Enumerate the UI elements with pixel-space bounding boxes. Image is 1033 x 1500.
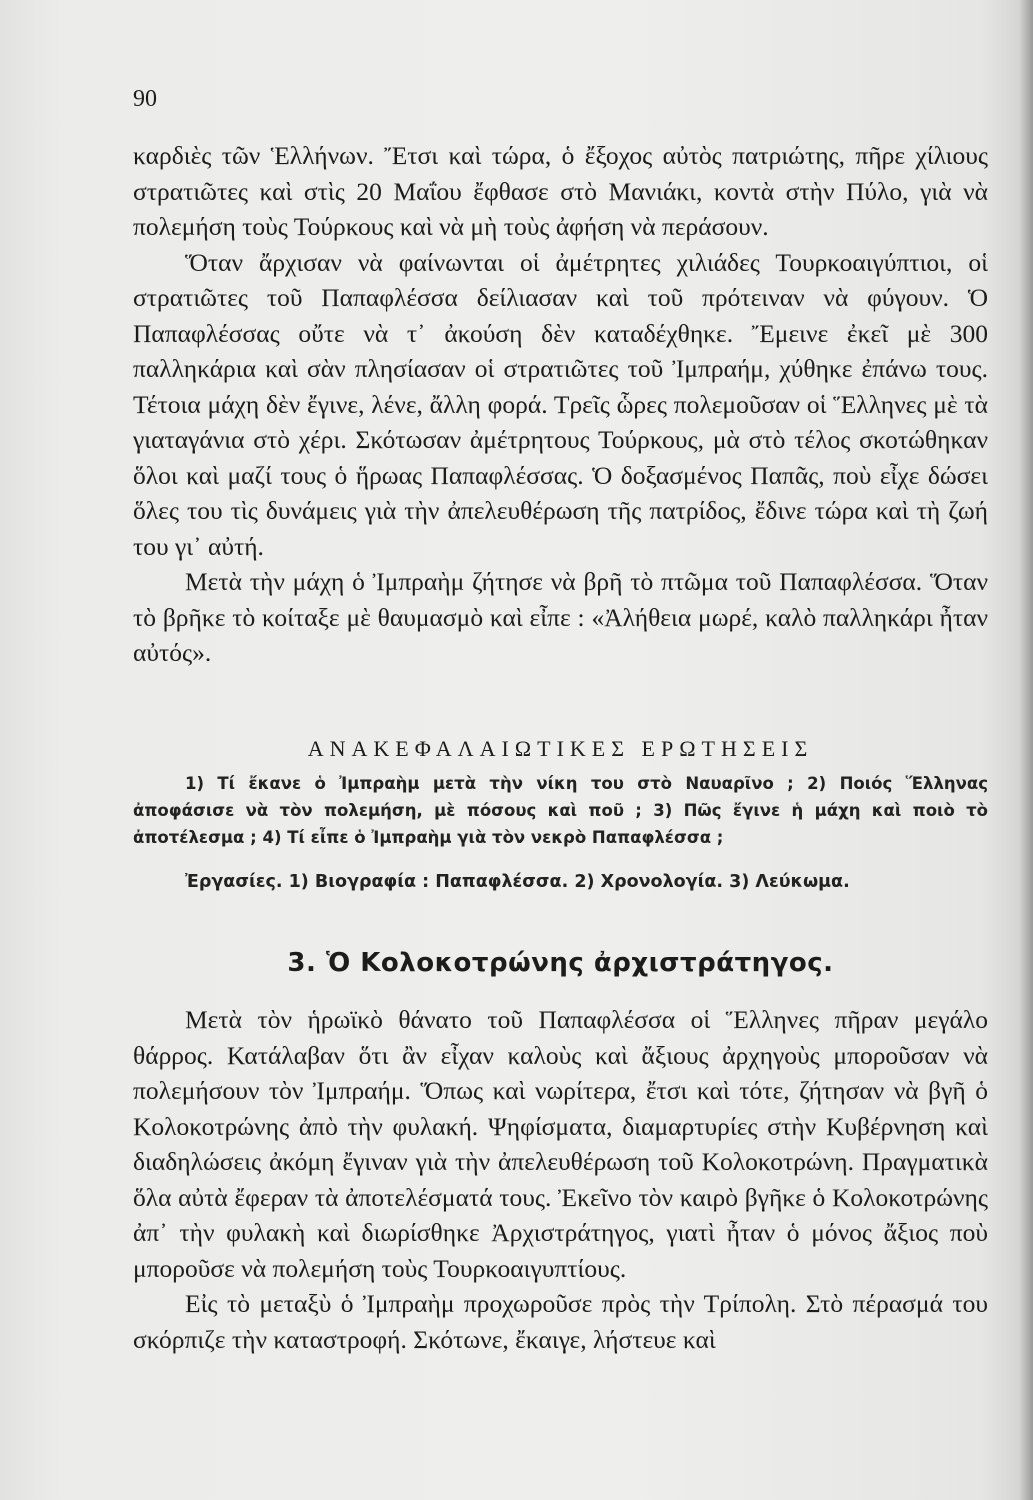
paragraph-4: Μετὰ τὸν ἡρωϊκὸ θάνατο τοῦ Παπαφλέσσα οἱ Ἕλληνες πῆραν μεγάλο θάρρος. Κατάλαβαν ὅτι ἂν εἶχαν καλοὺς καὶ ἄξιους ἀρχηγοὺς μποροῦσαν νὰ πολεμήσουν τὸν Ἰμπραήμ. Ὅπως καὶ νωρίτερα, ἔτσι καὶ τότε, ζήτησαν νὰ βγῆ ὁ Κολοκοτρώνης ἀπὸ τὴν φυλακή. Ψηφίσματα, διαμαρτυρίες στὴν Κυβέρνηση καὶ διαδηλώσεις ἀκόμη ἔγιναν γιὰ τὴν ἀπελευθέρωση τοῦ Κολοκοτρώνη. Πραγματικὰ ὅλα αὐτὰ ἔφεραν τὰ ἀποτελέσματά τους. Ἐκεῖνο τὸν καιρὸ βγῆκε ὁ Κολοκοτρώνης ἀπ᾿ τὴν φυλακὴ καὶ διωρίσθηκε Ἀρχιστράτηγος, γιατὶ ἦταν ὁ μόνος ἄξιος ποὺ μποροῦσε νὰ πολεμήση τοὺς Τουρκοαιγυπτίους. xyxy=(133,1005,988,1283)
paragraph-1: καρδιὲς τῶν Ἑλλήνων. Ἔτσι καὶ τώρα, ὁ ἔξοχος αὐτὸς πατριώτης, πῆρε χίλιους στρατιῶτες καὶ στὶς 20 Μαΐου ἔφθασε στὸ Μανιάκι, κοντὰ στὴν Πύλο, γιὰ νὰ πολεμήση τοὺς Τούρκους καὶ νὰ μὴ τοὺς ἀφήση νὰ περάσουν. xyxy=(133,141,988,241)
passage-papaflessas xyxy=(133,138,988,671)
paragraph-5: Εἰς τὸ μεταξὺ ὁ Ἰμπραὴμ προχωροῦσε πρὸς τὴν Τρίπολη. Στὸ πέρασμά του σκόρπιζε τὴν καταστροφή. Σκότωνε, ἔκαιγε, λήστευε καὶ xyxy=(133,1289,988,1354)
page-edge-shadow xyxy=(1019,0,1033,1500)
paragraph-2: Ὅταν ἄρχισαν νὰ φαίνωνται οἱ ἀμέτρητες χιλιάδες Τουρκοαιγύπτιοι, οἱ στρατιῶτες τοῦ Παπαφλέσσα δείλιασαν καὶ τοῦ πρότειναν νὰ φύγουν. Ὁ Παπαφλέσσας οὔτε νὰ τ᾿ ἀκούση δὲν καταδέχθηκε. Ἔμεινε ἐκεῖ μὲ 300 παλληκάρια καὶ σὰν πλησίασαν οἱ στρατιῶτες τοῦ Ἰμπραήμ, χύθηκε ἐπάνω τους. Τέτοια μάχη δὲν ἔγινε, λένε, ἄλλη φορά. Τρεῖς ὧρες πολεμοῦσαν οἱ Ἕλληνες μὲ τὰ γιαταγάνια στὸ χέρι. Σκότωσαν ἀμέτρητους Τούρκους, μὰ στὸ τέλος σκοτώθηκαν ὅλοι καὶ μαζί τους ὁ ἥρωας Παπαφλέσσας. Ὁ δοξασμένος Παπᾶς, ποὺ εἶχε δώσει ὅλες του τὶς δυνάμεις γιὰ τὴν ἀπελευθέρωση τῆς πατρίδος, ἔδινε τώρα καὶ τὴ ζωή του γι᾿ αὐτή. xyxy=(133,247,988,561)
passage-kolokotronis xyxy=(133,1002,988,1357)
review-questions-title: ΑΝΑΚΕΦΑΛΑΙΩΤΙΚΕΣ ΕΡΩΤΗΣΕΙΣ xyxy=(307,736,814,761)
paragraph-3: Μετὰ τὴν μάχη ὁ Ἰμπραὴμ ζήτησε νὰ βρῆ τὸ πτῶμα τοῦ Παπαφλέσσα. Ὅταν τὸ βρῆκε τὸ κοίταξε μὲ θαυμασμὸ καὶ εἶπε : «Ἀλήθεια μωρέ, καλὸ παλληκάρι ἦταν αὐτός». xyxy=(133,567,988,667)
questions-text: 1) Τί ἔκανε ὁ Ἰμπραὴμ μετὰ τὴν νίκη του στὸ Ναυαρῖνο ; 2) Ποιός Ἕλληνας ἀποφάσισε νὰ τὸν πολεμήση, μὲ πόσους καὶ ποῦ ; 3) Πῶς ἔγινε ἡ μάχη καὶ ποιὸ τὸ ἀποτέλεσμα ; 4) Τί εἶπε ὁ Ἰμπραὴμ γιὰ τὸν νεκρὸ Παπαφλέσσα ; xyxy=(133,774,988,847)
tasks-line: Ἐργασίες. 1) Βιογραφία : Παπαφλέσσα. 2) Χρονολογία. 3) Λεύκωμα. xyxy=(185,872,850,892)
chapter-heading: 3. Ὁ Κολοκοτρώνης ἀρχιστράτηγος. xyxy=(287,948,834,978)
review-questions xyxy=(133,770,988,851)
page-number: 90 xyxy=(133,86,157,112)
